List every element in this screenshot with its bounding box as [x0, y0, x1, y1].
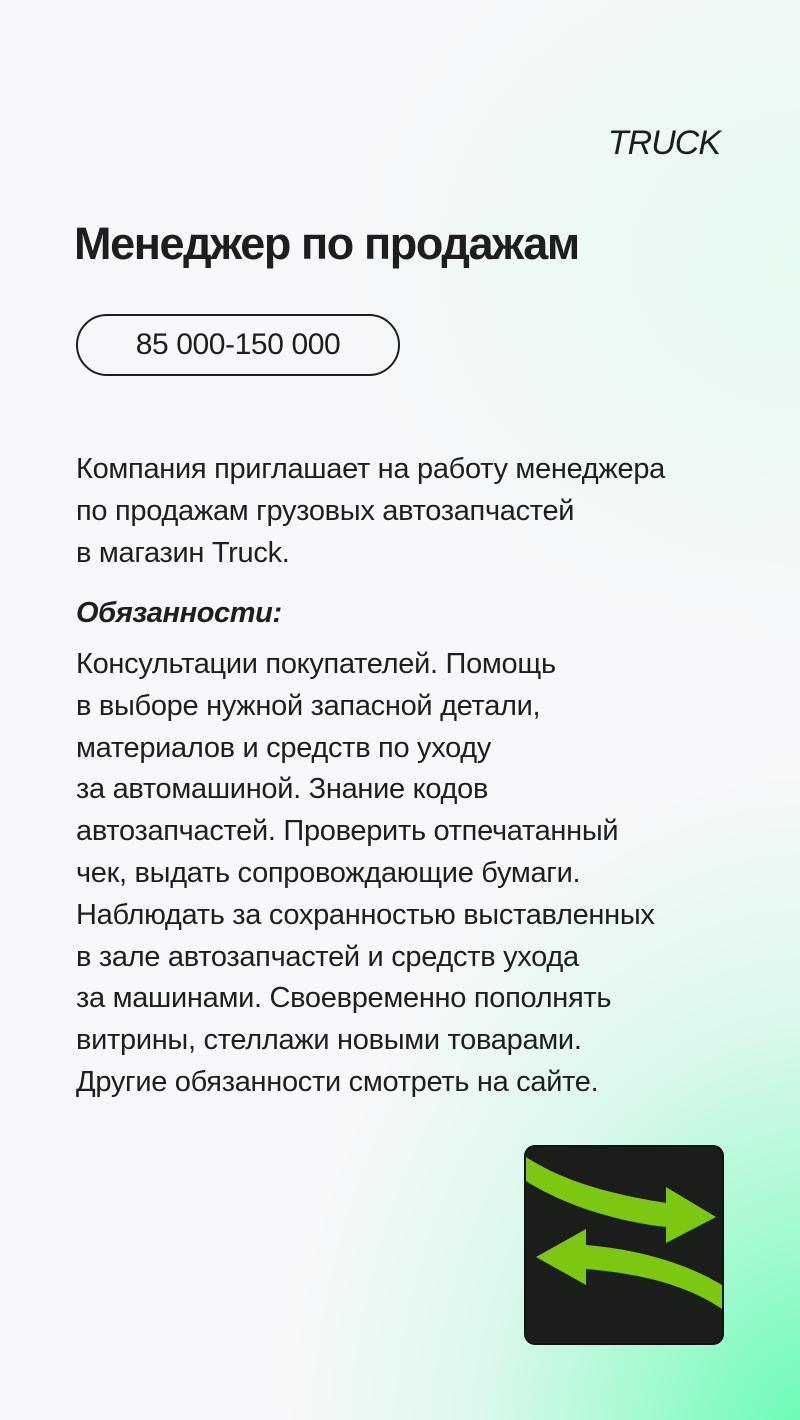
duties-line: Консультации покупателей. Помощь	[76, 648, 556, 680]
duties-heading: Обязанности:	[76, 597, 282, 629]
brand-name: TRUCK	[607, 124, 720, 162]
duties-paragraph	[76, 644, 776, 1104]
intro-line: Компания приглашает на работу менеджера	[76, 453, 665, 485]
duties-line: Наблюдать за сохранностью выставленных	[76, 898, 655, 931]
intro-paragraph	[76, 448, 776, 574]
duties-line: материалов и средств по уходу	[76, 731, 492, 764]
duties-line: Другие обязанности смотреть на сайте.	[76, 1065, 599, 1098]
intro-line: в магазин Truck.	[76, 537, 290, 569]
swap-arrows-icon	[524, 1145, 724, 1345]
duties-line: за машинами. Своевременно пополнять	[76, 982, 612, 1015]
duties-line: в выборе нужной запасной детали,	[76, 689, 541, 722]
duties-line: в зале автозапчастей и средств ухода	[76, 940, 579, 973]
duties-line: чек, выдать сопровождающие бумаги.	[76, 856, 581, 889]
salary-badge	[76, 314, 400, 376]
duties-line: витрины, стеллажи новыми товарами.	[76, 1024, 582, 1057]
duties-line: автозапчастей. Проверить отпечатанный	[76, 815, 619, 848]
page-title: Менеджер по продажам	[74, 218, 579, 269]
salary-range: 85 000-150 000	[135, 328, 341, 361]
duties-line: за автомашиной. Знание кодов	[76, 773, 489, 806]
intro-line: по продажам грузовых автозапчастей	[76, 495, 575, 527]
